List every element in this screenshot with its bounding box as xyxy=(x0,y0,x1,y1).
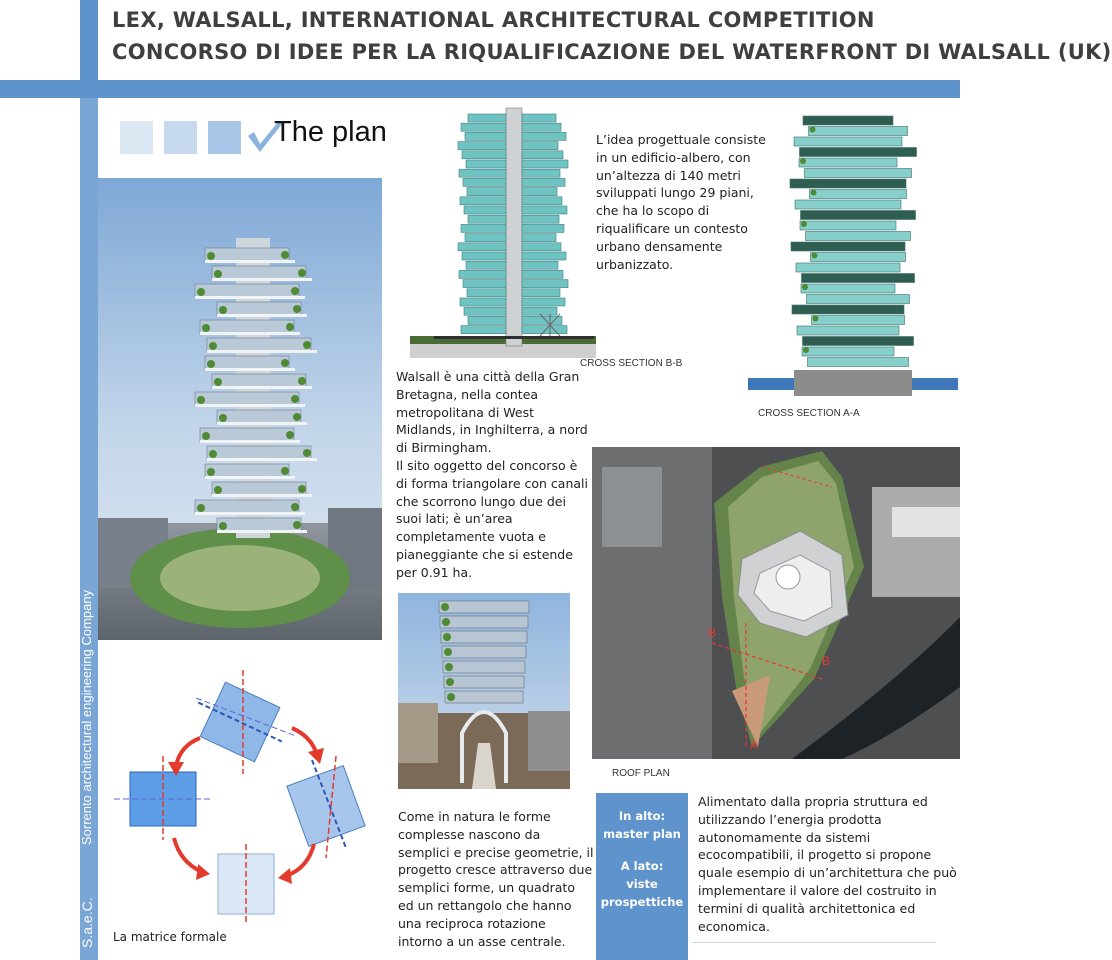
company-name: Sorrento architectural engineering Company xyxy=(79,589,94,845)
perspective-view xyxy=(398,593,570,789)
marker-a: A xyxy=(750,738,759,752)
divider xyxy=(692,942,936,943)
note-line-2: master plan xyxy=(603,827,681,841)
caption-section-aa: CROSS SECTION A-A xyxy=(758,408,860,419)
page-title-line1: LEX, WALSALL, INTERNATIONAL ARCHITECTURAL COMPETITION xyxy=(112,8,875,32)
note-line-3: A lato: xyxy=(620,859,664,873)
page-title-line2: CONCORSO DI IDEE PER LA RIQUALIFICAZIONE DEL WATERFRONT DI WALSALL (UK) xyxy=(112,40,1112,64)
marker-b-left: B xyxy=(708,626,717,640)
nature-paragraph: Come in natura le forme complesse nascono da semplici e precise geometrie, il progetto cresce attraverso due semplici forme, un quadrato ed un rettangolo che hanno una reciproca rotazione intorno a un asse centrale. xyxy=(398,809,594,949)
energy-paragraph: Alimentato dalla propria struttura ed utilizzando l’energia prodotta autonomamente da sistemi ecocompatibili, il progetto si propone quale esempio di un’architettura che può implementare il valore del costruito in termini di qualità architettonica ed economica. xyxy=(698,794,957,934)
site-description: Il sito oggetto del concorso è di forma triangolare con canali che scorrono lungo due dei suoi lati; è un’area completamente vuota e pianeggiante che si estende per 0.91 ha. xyxy=(396,457,588,580)
note-line-5: prospettiche xyxy=(600,895,684,909)
company-brand: S.a.e.C. xyxy=(79,897,95,948)
matrix-label: La matrice formale xyxy=(113,930,227,944)
note-line-1: In alto: xyxy=(618,809,666,823)
formal-matrix-diagram xyxy=(100,668,380,930)
swatch-1 xyxy=(120,121,153,154)
swatch-3 xyxy=(208,121,241,154)
caption-section-bb: CROSS SECTION B-B xyxy=(580,358,683,369)
roof-plan-aerial xyxy=(592,447,960,759)
note-line-4: viste xyxy=(626,877,658,891)
idea-paragraph: L’idea progettuale consiste in un edificio-albero, con un’altezza di 140 metri sviluppati lungo 29 piani, che ha lo scopo di riqualificare un contesto urbano densamente urbanizzato. xyxy=(596,132,766,272)
swatch-2 xyxy=(164,121,197,154)
marker-b-right: B xyxy=(822,654,831,668)
walsall-paragraph xyxy=(396,368,592,582)
walsall-intro: Walsall è una città della Gran Bretagna, nella contea metropolitana di West Midlands, in Inghilterra, a nord di Birmingham. xyxy=(396,369,588,456)
tower-render xyxy=(98,178,382,640)
cross-section-bb xyxy=(410,108,596,358)
header-band xyxy=(0,80,960,98)
plan-heading: The plan xyxy=(274,116,387,148)
cross-section-aa xyxy=(748,108,958,406)
caption-roof-plan: ROOF PLAN xyxy=(612,768,670,779)
view-note-box xyxy=(596,793,688,960)
